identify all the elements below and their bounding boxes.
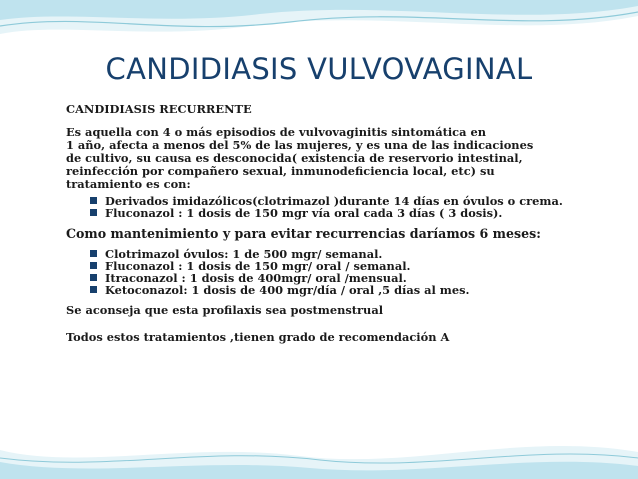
maintenance-heading: Como mantenimiento y para evitar recurrencias daríamos 6 meses: — [66, 226, 541, 241]
advice-text: Se aconseja que esta profilaxis sea postmenstrual — [66, 303, 384, 317]
intro-line: reinfección por compañero sexual, inmunodeficiencia local, etc) su — [66, 164, 495, 178]
intro-line: Es aquella con 4 o más episodios de vulvovaginitis sintomática en — [66, 125, 486, 139]
conclusion-text: Todos estos tratamientos ,tienen grado de recomendación A — [66, 330, 450, 344]
section-subheading: CANDIDIASIS RECURRENTE — [66, 102, 252, 116]
intro-line: tratamiento es con: — [66, 177, 191, 191]
treatment-item: Derivados imidazólicos(clotrimazol )durante 14 días en óvulos o crema. — [90, 195, 616, 207]
slide-title: CANDIDIASIS VULVOVAGINAL — [105, 52, 533, 86]
slide-body — [66, 103, 616, 348]
intro-paragraph — [66, 126, 616, 191]
maintenance-item: Fluconazol : 1 dosis de 150 mgr/ oral / semanal. — [90, 260, 616, 272]
intro-line: de cultivo, su causa es desconocida( existencia de reservorio intestinal, — [66, 151, 523, 165]
intro-line: 1 año, afecta a menos del 5% de las mujeres, y es una de las indicaciones — [66, 138, 534, 152]
maintenance-list — [66, 248, 616, 296]
treatment-item: Fluconazol : 1 dosis de 150 mgr vía oral cada 3 días ( 3 dosis). — [90, 207, 616, 219]
maintenance-item: Itraconazol : 1 dosis de 400mgr/ oral /mensual. — [90, 272, 616, 284]
maintenance-item: Ketoconazol: 1 dosis de 400 mgr/día / oral ,5 días al mes. — [90, 284, 616, 296]
maintenance-item: Clotrimazol óvulos: 1 de 500 mgr/ semanal. — [90, 248, 616, 260]
treatment-list — [66, 195, 616, 219]
